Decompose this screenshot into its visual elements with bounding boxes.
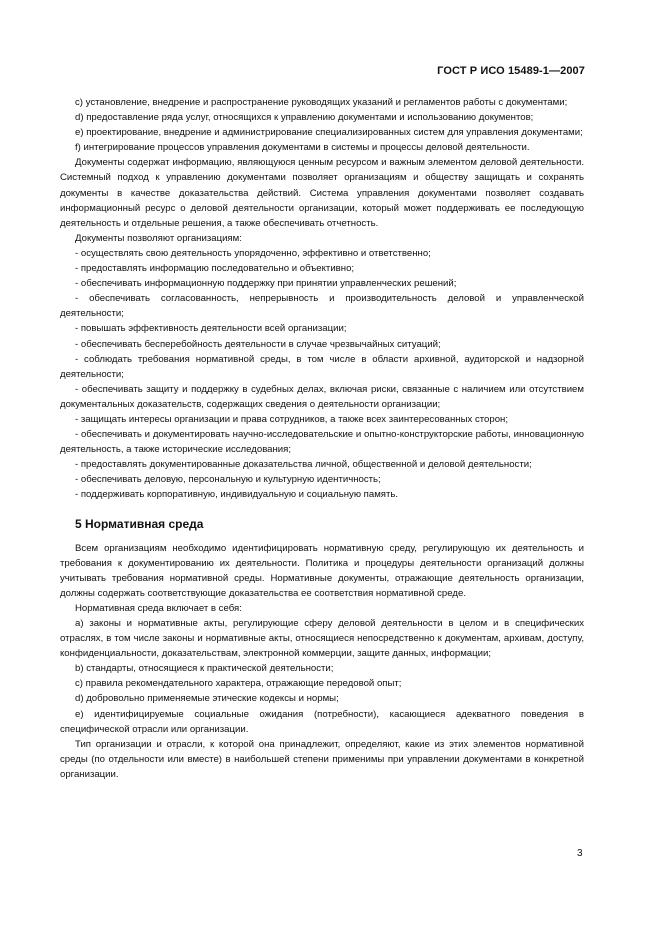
list-item: - обеспечивать и документировать научно-исследовательские и опытно-конструкторские работы, инновационную деятельность, а также исторические исследования; [60, 429, 584, 456]
list-item: - предоставлять информацию последовательно и объективно; [75, 263, 355, 275]
paragraph: Документы позволяют организациям: [75, 232, 242, 244]
page-number: 3 [577, 848, 583, 859]
list-item: e) проектирование, внедрение и администрирование специализированных систем для управления документами; [75, 127, 583, 139]
list-item: - осуществлять свою деятельность упорядоченно, эффективно и ответственно; [75, 247, 431, 259]
list-item: - поддерживать корпоративную, индивидуальную и социальную память. [75, 489, 399, 501]
paragraph: Тип организации и отрасли, к которой она принадлежит, определяют, какие из этих элементов нормативной среды (по отдельности или вместе) в наибольшей степени применимы при управлении документами в конкретной организации. [60, 738, 584, 780]
list-item: - защищать интересы организации и права сотрудников, а также всех заинтересованных сторон; [75, 413, 508, 425]
list-item: f) интегрирование процессов управления документами в системы и процессы деловой деятельности. [75, 142, 530, 154]
section-heading: 5 Нормативная среда [75, 516, 204, 531]
list-item: - соблюдать требования нормативной среды, в том числе в области архивной, аудиторской и надзорной деятельности; [60, 353, 584, 380]
paragraph: Документы содержат информацию, являющуюся ценным ресурсом и важным элементом деловой деятельности. Системный подход к управлению документами позволяет организациям и обществу защищать и сохранять документы в качестве доказательства действий. Система управления документами позволяет создавать информационный ресурс о деловой деятельности организации, который может поддерживать ее последующую деятельность и отдельные решения, а также обеспечивать отчетность. [60, 157, 584, 229]
list-item: - обеспечивать бесперебойность деятельности в случае чрезвычайных ситуаций; [75, 338, 441, 350]
list-item: d) добровольно применяемые этические кодексы и нормы; [75, 693, 339, 705]
list-item: - обеспечивать защиту и поддержку в судебных делах, включая риски, связанные с наличием или отсутствием документальных доказательств, содержащих сведения о деятельности организации; [60, 383, 584, 410]
list-item: c) правила рекомендательного характера, отражающие передовой опыт; [75, 678, 402, 690]
list-item: - обеспечивать деловую, персональную и культурную идентичность; [75, 474, 381, 486]
list-item: - повышать эффективность деятельности всей организации; [75, 323, 347, 335]
list-item: a) законы и нормативные акты, регулирующие сферу деловой деятельности в целом и в специфических отраслях, в том числе законы и нормативные акты, относящиеся непосредственно к документам, архивам, доступу, конфиденциальности, доказательствам, электронной коммерции, защите данных, информации; [60, 618, 584, 660]
document-header: ГОСТ Р ИСО 15489-1—2007 [437, 65, 585, 77]
list-item: c) установление, внедрение и распространение руководящих указаний и регламентов работы с документами; [75, 97, 568, 108]
paragraph: Всем организациям необходимо идентифицировать нормативную среду, регулирующую их деятельность и требования к документированию их деятельности. Политика и процедуры деятельности организаций должны учитывать требования нормативной среды. Нормативные документы, отражающие деятельность организации, должны содержать соответствующие доказательства ее соответствия нормативной среде. [60, 542, 584, 599]
paragraph: Нормативная среда включает в себя: [75, 602, 242, 614]
list-item: - обеспечивать согласованность, непрерывность и производительность деловой и управленческой деятельности; [60, 293, 584, 320]
list-item: d) предоставление ряда услуг, относящихся к управлению документами и использованию документов; [75, 112, 534, 124]
list-item: e) идентифицируемые социальные ожидания (потребности), касающиеся адекватного поведения в специфической отрасли или организации. [60, 708, 584, 735]
list-item: b) стандарты, относящиеся к практической деятельности; [75, 663, 334, 675]
list-item: - предоставлять документированные доказательства личной, общественной и деловой деятельности; [75, 459, 532, 471]
list-item: - обеспечивать информационную поддержку при принятии управленческих решений; [75, 278, 457, 290]
page-content [60, 95, 584, 782]
